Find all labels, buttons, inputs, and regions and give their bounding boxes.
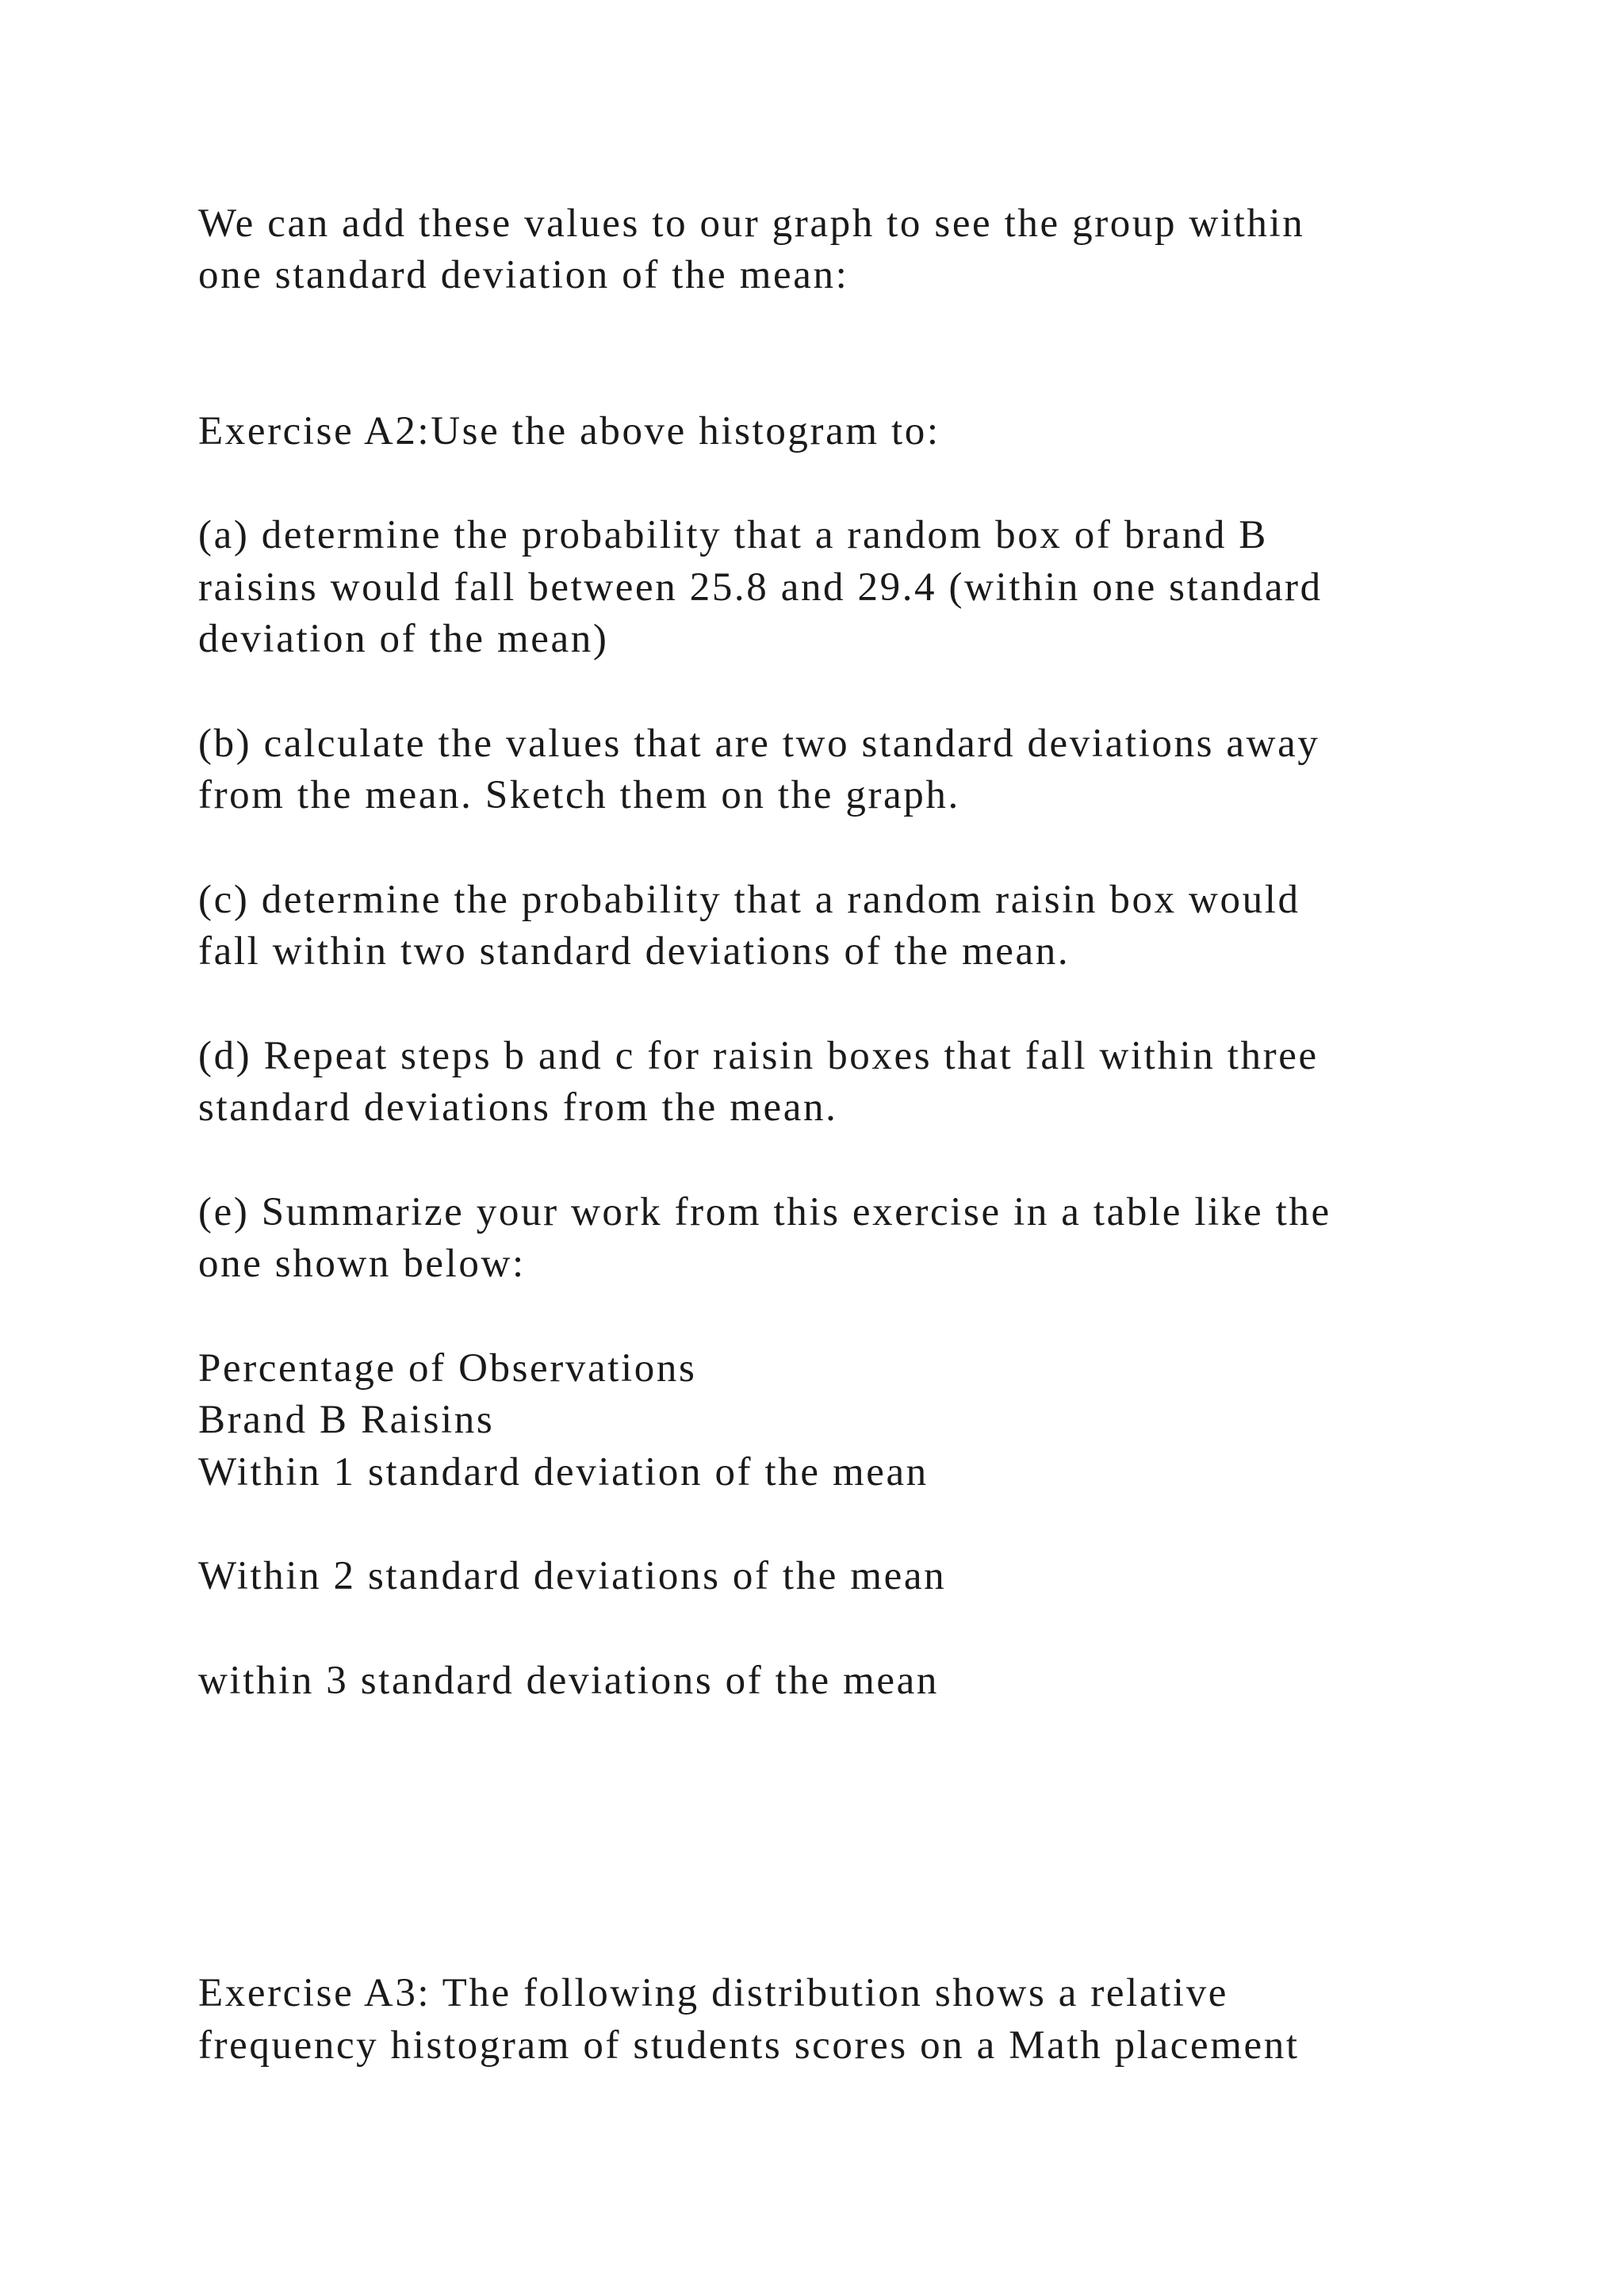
part-b-line-2: from the mean. Sketch them on the graph. bbox=[198, 773, 960, 817]
part-a-line-2: raisins would fall between 25.8 and 29.4 (within one standard bbox=[198, 565, 1323, 610]
part-c-line-1: (c) determine the probability that a random raisin box would bbox=[198, 878, 1300, 922]
table-row-2: Within 2 standard deviations of the mean bbox=[198, 1554, 947, 1598]
part-b-line-1: (b) calculate the values that are two standard deviations away bbox=[198, 721, 1320, 766]
table-header-1: Percentage of Observations bbox=[198, 1346, 697, 1391]
table-row-1: Within 1 standard deviation of the mean bbox=[198, 1450, 929, 1494]
part-c-line-2: fall within two standard deviations of the mean. bbox=[198, 929, 1071, 974]
part-a-line-3: deviation of the mean) bbox=[198, 617, 609, 661]
part-e-line-1: (e) Summarize your work from this exercise in a table like the bbox=[198, 1190, 1331, 1234]
exercise-a2-heading: Exercise A2:Use the above histogram to: bbox=[198, 409, 940, 453]
part-d-line-2: standard deviations from the mean. bbox=[198, 1085, 838, 1130]
table-row-3: within 3 standard deviations of the mean bbox=[198, 1659, 939, 1703]
intro-line-2: one standard deviation of the mean: bbox=[198, 253, 849, 297]
part-a-line-1: (a) determine the probability that a random box of brand B bbox=[198, 513, 1268, 557]
part-d-line-1: (d) Repeat steps b and c for raisin boxes that fall within three bbox=[198, 1034, 1319, 1078]
table-header-2: Brand B Raisins bbox=[198, 1398, 495, 1442]
intro-line-1: We can add these values to our graph to see the group within bbox=[198, 201, 1305, 246]
part-e-line-2: one shown below: bbox=[198, 1242, 526, 1286]
exercise-a3-line-2: frequency histogram of students scores on a Math placement bbox=[198, 2023, 1300, 2068]
exercise-a3-line-1: Exercise A3: The following distribution shows a relative bbox=[198, 1971, 1229, 2015]
